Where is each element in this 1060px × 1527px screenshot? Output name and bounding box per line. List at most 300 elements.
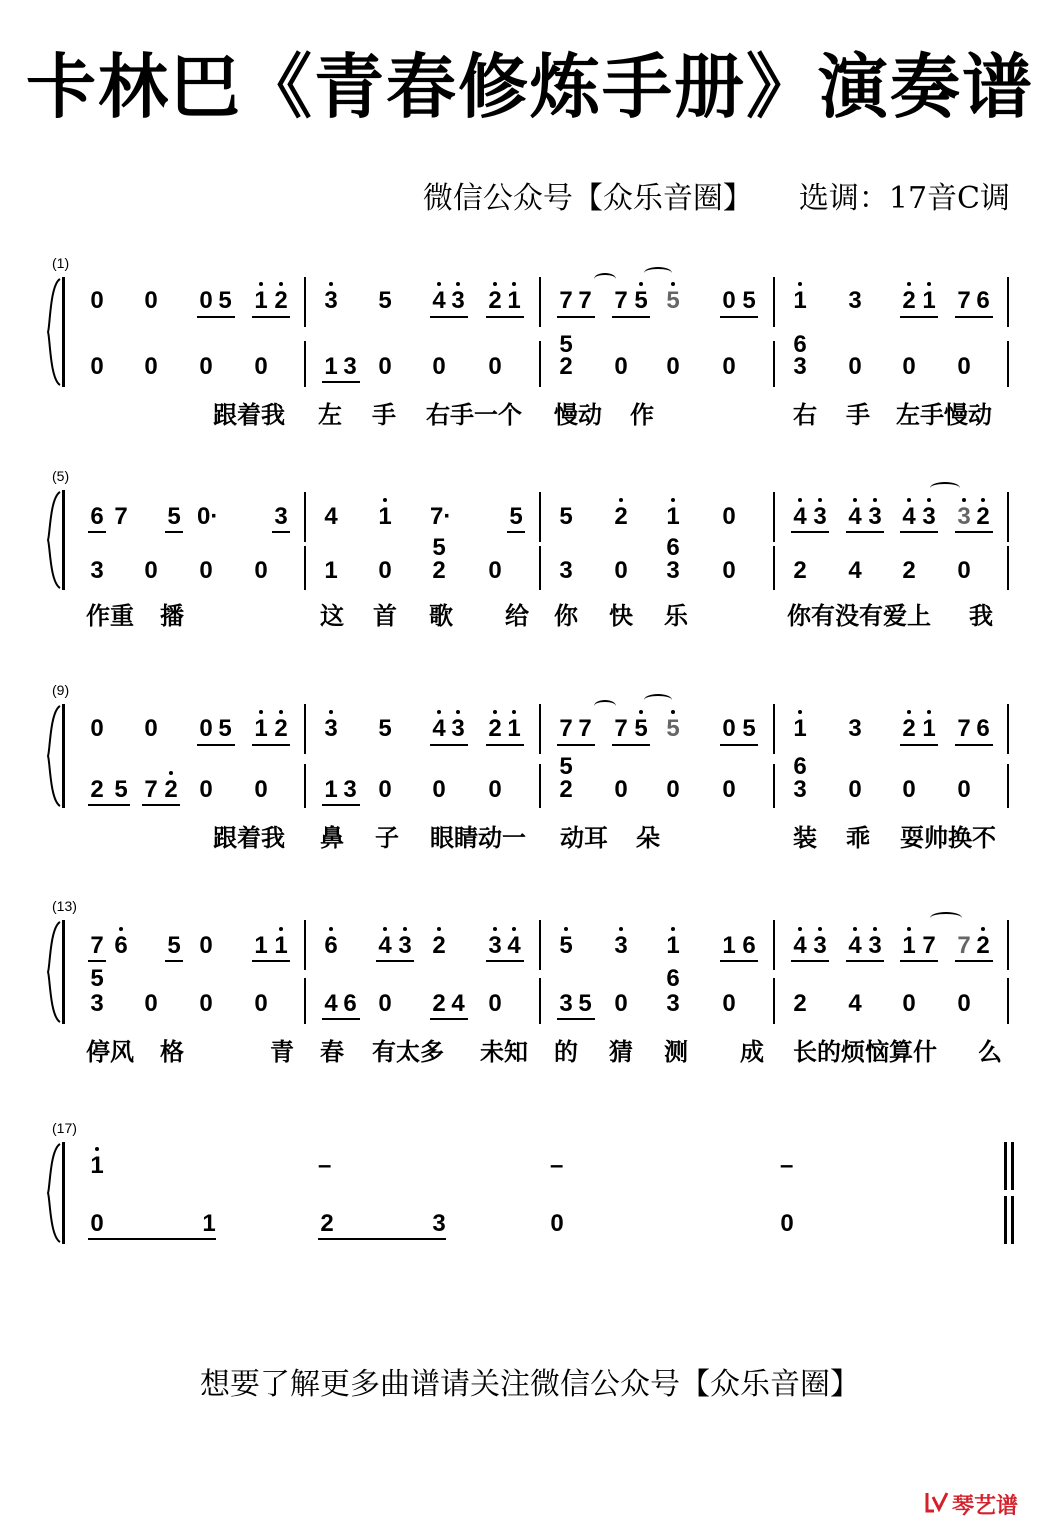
- logo-text: 琴艺谱: [952, 1494, 1019, 1519]
- beam-underline: [955, 316, 993, 318]
- note: 0: [722, 715, 736, 742]
- note: 3: [90, 990, 104, 1017]
- beam-underline: [322, 381, 360, 383]
- note: 0: [432, 776, 446, 803]
- note: 3: [920, 505, 938, 529]
- note: 2: [486, 717, 504, 741]
- note: 4: [430, 717, 448, 741]
- beam-underline: [720, 960, 758, 962]
- note: 4: [791, 934, 809, 958]
- note: 0: [614, 990, 628, 1017]
- note: 1: [505, 289, 523, 313]
- note: 2: [559, 353, 573, 380]
- beam-underline: [846, 960, 884, 962]
- note: 3: [274, 503, 288, 530]
- note: 1: [202, 1210, 216, 1237]
- note: 6: [793, 753, 807, 780]
- note: 3: [449, 289, 467, 313]
- beam-underline: [88, 960, 106, 962]
- barline: [304, 341, 306, 387]
- barline: [539, 546, 541, 590]
- note: 1: [791, 289, 809, 313]
- beam-underline: [557, 1018, 595, 1020]
- note: 5: [509, 503, 523, 530]
- note: 4: [430, 289, 448, 313]
- note: 0: [144, 990, 158, 1017]
- beam-underline: [720, 316, 758, 318]
- note: 1: [900, 934, 918, 958]
- note: 2: [559, 776, 573, 803]
- barline: [773, 341, 775, 387]
- note: 1: [254, 932, 268, 959]
- source-label: 微信公众号【众乐音圈】: [422, 181, 753, 216]
- note: 6: [112, 934, 130, 958]
- note: 0: [957, 353, 971, 380]
- note: 1: [272, 934, 290, 958]
- note: 0: [378, 353, 392, 380]
- lyric: 未知: [480, 1038, 528, 1066]
- note: 4: [376, 934, 394, 958]
- note: 4: [324, 503, 338, 530]
- brace-icon: [46, 920, 62, 1024]
- note: 1: [505, 717, 523, 741]
- note: 1: [664, 505, 682, 529]
- barline: [539, 341, 541, 387]
- beam-underline: [557, 744, 595, 746]
- lyric: 乖: [846, 824, 870, 852]
- note: 5: [218, 715, 232, 742]
- note: 0: [144, 715, 158, 742]
- note: 3: [848, 287, 862, 314]
- lyric: 这: [320, 602, 344, 630]
- note: 2: [900, 717, 918, 741]
- note: 1: [324, 557, 338, 584]
- note: 6: [343, 990, 357, 1017]
- lyric: 手: [846, 401, 870, 429]
- note: 2: [90, 776, 104, 803]
- note: 7: [614, 715, 628, 742]
- note: 7: [957, 287, 971, 314]
- note: 1: [920, 717, 938, 741]
- lyric: 右手一个: [426, 401, 522, 429]
- lyric: 成: [740, 1038, 764, 1066]
- note: 7: [559, 287, 573, 314]
- staff-system-5: [0, 1120, 1060, 1250]
- note: 7: [559, 715, 573, 742]
- note: 3: [666, 557, 680, 584]
- note: 0: [144, 557, 158, 584]
- note: –: [318, 1152, 332, 1179]
- note: 6: [666, 965, 680, 992]
- note: 2: [432, 990, 446, 1017]
- lyric: 子: [375, 824, 399, 852]
- note: 2: [486, 289, 504, 313]
- beam-underline: [612, 744, 650, 746]
- note: 7: [957, 715, 971, 742]
- beam-underline: [486, 960, 524, 962]
- staff-system-2: [0, 468, 1060, 638]
- barline: [773, 978, 775, 1024]
- beam-underline: [720, 744, 758, 746]
- note: 0: [848, 353, 862, 380]
- note: 1: [920, 289, 938, 313]
- note: 6: [322, 934, 340, 958]
- note: 7: [578, 287, 592, 314]
- note: 0: [902, 353, 916, 380]
- brace-icon: [46, 490, 62, 590]
- note: 0·: [197, 503, 219, 530]
- note: 2: [272, 717, 290, 741]
- barline: [773, 277, 775, 327]
- note: 3: [866, 505, 884, 529]
- note: –: [780, 1152, 794, 1179]
- brace-icon: [46, 1142, 62, 1244]
- note: 0: [254, 990, 268, 1017]
- beam-underline: [88, 804, 130, 806]
- lyric: 手: [372, 401, 396, 429]
- note: 0: [90, 353, 104, 380]
- barline: [304, 277, 306, 327]
- system-barline: [62, 490, 65, 590]
- tie-arc: [930, 912, 962, 924]
- note: 0: [722, 557, 736, 584]
- barline: [1007, 704, 1009, 754]
- measure-number: (13): [52, 898, 77, 914]
- brace-icon: [46, 277, 62, 387]
- barline: [773, 546, 775, 590]
- lyric: 有太多: [372, 1038, 444, 1066]
- beam-underline: [900, 960, 938, 962]
- measure-number: (9): [52, 682, 70, 698]
- tie-arc: [644, 267, 672, 279]
- beam-underline: [322, 804, 360, 806]
- note: 0: [722, 503, 736, 530]
- note: 3: [322, 289, 340, 313]
- barline: [539, 978, 541, 1024]
- note: 0: [666, 353, 680, 380]
- note: 0: [614, 776, 628, 803]
- beam-underline: [272, 531, 290, 533]
- barline: [304, 704, 306, 754]
- barline: [1007, 764, 1009, 808]
- lyric: 格: [160, 1038, 184, 1066]
- lyric: 跟着我: [213, 824, 285, 852]
- brace-icon: [46, 704, 62, 808]
- note: 0: [254, 557, 268, 584]
- note: 3: [955, 505, 973, 529]
- note: 4: [848, 990, 862, 1017]
- barline: [1011, 1142, 1014, 1190]
- note: 7·: [430, 503, 452, 530]
- note: 6: [793, 331, 807, 358]
- barline: [773, 492, 775, 542]
- barline: [539, 277, 541, 327]
- note: 2: [320, 1210, 334, 1237]
- beam-underline: [322, 1018, 360, 1020]
- note: 3: [343, 353, 357, 380]
- lyric: 首: [373, 602, 397, 630]
- qinyipu-logo-icon: [924, 1489, 950, 1515]
- barline: [304, 546, 306, 590]
- note: 2: [430, 934, 448, 958]
- lyric: 你有没有爱上: [787, 602, 931, 630]
- barline: [1007, 978, 1009, 1024]
- barline: [1004, 1196, 1007, 1244]
- note: 5: [664, 717, 682, 741]
- note: 0: [614, 353, 628, 380]
- measure-number: (5): [52, 468, 70, 484]
- note: 3: [396, 934, 414, 958]
- note: 2: [162, 778, 180, 802]
- note: 3: [612, 934, 630, 958]
- note: 2: [793, 990, 807, 1017]
- note: 0: [722, 776, 736, 803]
- beam-underline: [318, 1238, 446, 1240]
- note: 5: [378, 287, 392, 314]
- lyric: 乐: [664, 602, 688, 630]
- lyric: 鼻: [320, 824, 344, 852]
- note: 3: [811, 934, 829, 958]
- note: 0: [378, 776, 392, 803]
- barline: [1007, 492, 1009, 542]
- note: 0: [432, 353, 446, 380]
- lyric: 停风: [86, 1038, 134, 1066]
- beam-underline: [900, 744, 938, 746]
- note: 4: [324, 990, 338, 1017]
- note: 1: [664, 934, 682, 958]
- lyric: 长的烦恼算什: [793, 1038, 937, 1066]
- note: 0: [199, 932, 213, 959]
- note: 6: [976, 287, 990, 314]
- note: 1: [252, 717, 270, 741]
- note: 3: [848, 715, 862, 742]
- beam-underline: [791, 960, 829, 962]
- note: 5: [578, 990, 592, 1017]
- beam-underline: [376, 960, 414, 962]
- logo: [924, 1487, 1044, 1517]
- tie-arc: [644, 694, 672, 706]
- note: 0: [550, 1210, 564, 1237]
- lyric: 快: [609, 602, 633, 630]
- note: –: [550, 1152, 564, 1179]
- note: 3: [432, 1210, 446, 1237]
- note: 0: [199, 776, 213, 803]
- lyric: 眼睛动一: [430, 824, 526, 852]
- note: 2: [612, 505, 630, 529]
- lyric: 左手慢动: [896, 401, 992, 429]
- note: 2: [432, 557, 446, 584]
- note: 2: [900, 289, 918, 313]
- barline: [1007, 920, 1009, 970]
- note: 0: [144, 353, 158, 380]
- barline: [1007, 341, 1009, 387]
- lyric: 慢动: [554, 401, 602, 429]
- measure-number: (1): [52, 255, 70, 271]
- note: 5: [432, 534, 446, 561]
- barline: [1007, 546, 1009, 590]
- note: 0: [666, 776, 680, 803]
- beam-underline: [507, 531, 525, 533]
- barline: [304, 978, 306, 1024]
- note: 5: [559, 753, 573, 780]
- note: 0: [488, 990, 502, 1017]
- note: 3: [811, 505, 829, 529]
- note: 0: [254, 353, 268, 380]
- note: 0: [144, 287, 158, 314]
- barline: [773, 764, 775, 808]
- note: 5: [559, 331, 573, 358]
- note: 7: [144, 776, 158, 803]
- beam-underline: [197, 316, 235, 318]
- note: 1: [324, 353, 338, 380]
- note: 4: [846, 505, 864, 529]
- tie-arc: [594, 273, 616, 285]
- note: 6: [90, 503, 104, 530]
- lyric: 耍帅换不: [900, 824, 996, 852]
- note: 3: [866, 934, 884, 958]
- note: 3: [559, 990, 573, 1017]
- note: 1: [88, 1154, 106, 1178]
- tie-arc: [594, 700, 616, 712]
- lyric: 作重: [86, 602, 134, 630]
- barline: [539, 764, 541, 808]
- note: 0: [957, 776, 971, 803]
- note: 2: [272, 289, 290, 313]
- beam-underline: [252, 744, 290, 746]
- barline: [539, 920, 541, 970]
- note: 0: [199, 353, 213, 380]
- beam-underline: [430, 744, 468, 746]
- beam-underline: [165, 960, 183, 962]
- note: 4: [848, 557, 862, 584]
- note: 0: [90, 287, 104, 314]
- note: 6: [976, 715, 990, 742]
- lyric: 歌: [429, 602, 453, 630]
- beam-underline: [88, 1238, 216, 1240]
- note: 0: [848, 776, 862, 803]
- key-label: 选调：17音C调: [798, 181, 1010, 216]
- note: 5: [742, 287, 756, 314]
- barline: [539, 492, 541, 542]
- note: 0: [902, 776, 916, 803]
- note: 5: [378, 715, 392, 742]
- lyric: 青: [270, 1038, 294, 1066]
- beam-underline: [165, 531, 183, 533]
- note: 0: [957, 557, 971, 584]
- barline: [304, 492, 306, 542]
- footer-note: 想要了解更多曲谱请关注微信公众号【众乐音圈】: [200, 1367, 860, 1402]
- system-barline: [62, 1142, 65, 1244]
- note: 2: [793, 557, 807, 584]
- system-barline: [62, 704, 65, 808]
- note: 0: [378, 557, 392, 584]
- beam-underline: [486, 744, 524, 746]
- beam-underline: [252, 960, 290, 962]
- lyric: 装: [793, 824, 817, 852]
- lyric: 测: [664, 1038, 688, 1066]
- lyric: 动耳: [560, 824, 608, 852]
- note: 1: [376, 505, 394, 529]
- lyric: 右: [793, 401, 817, 429]
- note: 0: [378, 990, 392, 1017]
- barline: [539, 704, 541, 754]
- note: 0: [488, 557, 502, 584]
- note: 7: [957, 932, 971, 959]
- barline: [1011, 1196, 1014, 1244]
- note: 0: [722, 990, 736, 1017]
- note: 0: [488, 776, 502, 803]
- note: 0: [199, 715, 213, 742]
- beam-underline: [612, 316, 650, 318]
- beam-underline: [88, 531, 106, 533]
- beam-underline: [430, 316, 468, 318]
- beam-underline: [955, 744, 993, 746]
- note: 3: [666, 990, 680, 1017]
- note: 5: [742, 715, 756, 742]
- beam-underline: [846, 531, 884, 533]
- note: 5: [114, 776, 128, 803]
- lyric: 跟着我: [213, 401, 285, 429]
- note: 5: [559, 503, 573, 530]
- note: 4: [451, 990, 465, 1017]
- beam-underline: [900, 316, 938, 318]
- tie-arc: [930, 482, 960, 494]
- note: 0: [199, 557, 213, 584]
- staff-system-1: [0, 255, 1060, 435]
- note: 5: [167, 932, 181, 959]
- note: 0: [722, 287, 736, 314]
- note: 5: [90, 965, 104, 992]
- note: 2: [974, 934, 992, 958]
- note: 7: [114, 503, 128, 530]
- note: 5: [664, 289, 682, 313]
- beam-underline: [486, 316, 524, 318]
- note: 3: [343, 776, 357, 803]
- note: 4: [505, 934, 523, 958]
- note: 0: [254, 776, 268, 803]
- note: 0: [614, 557, 628, 584]
- system-barline: [62, 277, 65, 387]
- note: 3: [793, 776, 807, 803]
- note: 0: [780, 1210, 794, 1237]
- lyric: 播: [160, 602, 184, 630]
- note: 3: [90, 557, 104, 584]
- lyric: 左: [318, 401, 342, 429]
- staff-system-3: [0, 682, 1060, 852]
- note: 4: [791, 505, 809, 529]
- lyric: 么: [978, 1038, 1002, 1066]
- note: 4: [846, 934, 864, 958]
- beam-underline: [955, 960, 993, 962]
- note: 0: [957, 990, 971, 1017]
- lyric: 你: [554, 602, 578, 630]
- note: 2: [974, 505, 992, 529]
- note: 6: [742, 932, 756, 959]
- score-meta: [422, 181, 1010, 216]
- note: 3: [559, 557, 573, 584]
- staff-system-4: [0, 898, 1060, 1070]
- barline: [1004, 1142, 1007, 1190]
- lyric: 朵: [636, 824, 660, 852]
- lyric: 给: [505, 602, 529, 630]
- note: 7: [922, 932, 936, 959]
- note: 3: [322, 717, 340, 741]
- note: 0: [199, 990, 213, 1017]
- lyric: 猜: [609, 1038, 633, 1066]
- note: 1: [324, 776, 338, 803]
- note: 0: [90, 1210, 104, 1237]
- barline: [304, 764, 306, 808]
